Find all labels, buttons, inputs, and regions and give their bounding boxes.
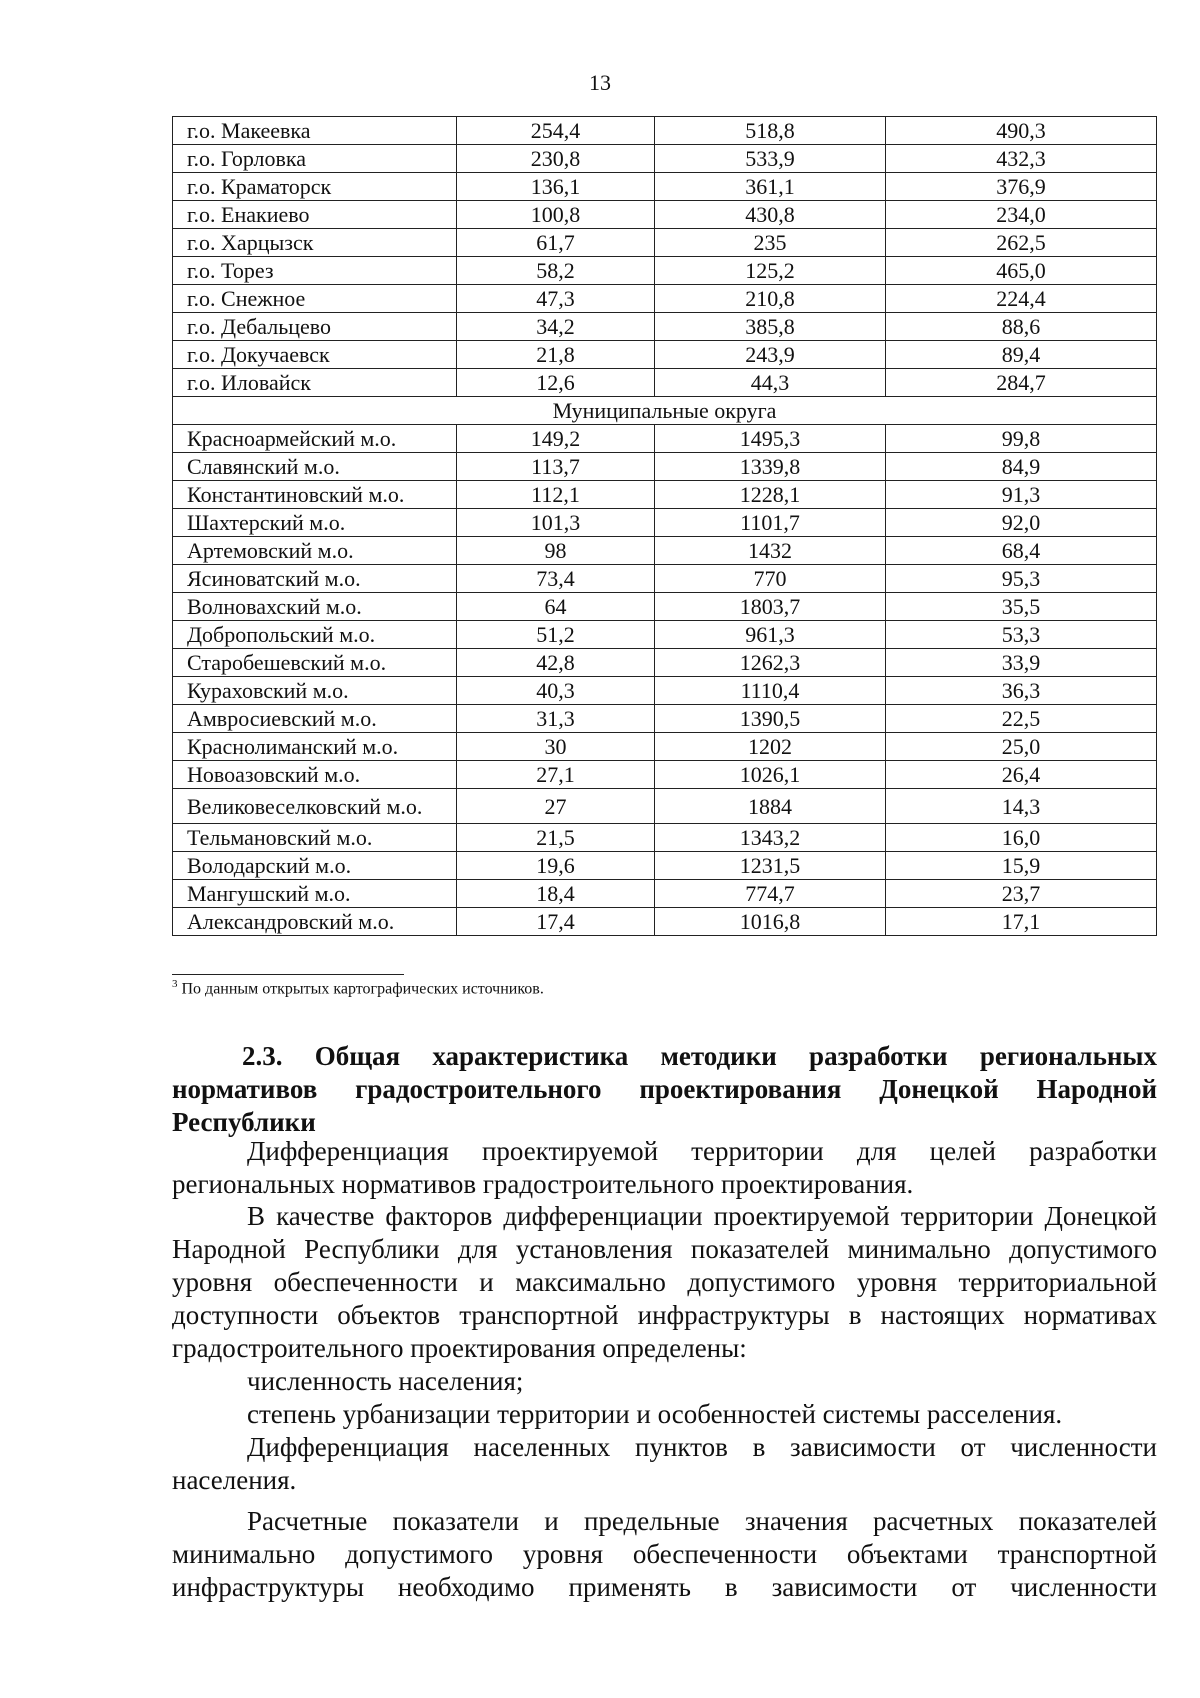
value-3-cell: 23,7 <box>886 880 1157 908</box>
table-row <box>173 733 1157 761</box>
value-3-cell: 432,3 <box>886 145 1157 173</box>
value-3-cell: 36,3 <box>886 677 1157 705</box>
value-2-cell: 1262,3 <box>655 649 886 677</box>
list-item-text: численность населения; <box>247 1366 524 1396</box>
value-2-cell: 1228,1 <box>655 481 886 509</box>
value-1-cell: 21,8 <box>457 341 655 369</box>
row-name-cell: г.о. Горловка <box>173 145 457 173</box>
footnote <box>172 978 544 998</box>
row-name-cell: Великовеселковский м.о. <box>173 789 457 824</box>
section-row <box>173 397 1157 425</box>
row-name-cell: Александровский м.о. <box>173 908 457 936</box>
value-3-cell: 234,0 <box>886 201 1157 229</box>
paragraph <box>172 1505 1157 1604</box>
value-1-cell: 98 <box>457 537 655 565</box>
table-row <box>173 565 1157 593</box>
page-number: 13 <box>589 70 611 95</box>
value-1-cell: 42,8 <box>457 649 655 677</box>
table-row <box>173 145 1157 173</box>
table-row <box>173 649 1157 677</box>
value-2-cell: 961,3 <box>655 621 886 649</box>
value-3-cell: 224,4 <box>886 285 1157 313</box>
paragraph-text: Дифференциация населенных пунктов в зависимости от численности населения. <box>172 1432 1157 1495</box>
value-2-cell: 1016,8 <box>655 908 886 936</box>
value-3-cell: 25,0 <box>886 733 1157 761</box>
row-name-cell: г.о. Иловайск <box>173 369 457 397</box>
value-3-cell: 284,7 <box>886 369 1157 397</box>
value-1-cell: 51,2 <box>457 621 655 649</box>
row-name-cell: Старобешевский м.о. <box>173 649 457 677</box>
table-row <box>173 509 1157 537</box>
table-row <box>173 257 1157 285</box>
row-name-cell: г.о. Енакиево <box>173 201 457 229</box>
row-name-cell: Шахтерский м.о. <box>173 509 457 537</box>
paragraph-text: В качестве факторов дифференциации проектируемой территории Донецкой Народной Республики для установления показателей минимально допустимого уровня обеспеченности и максимально допустимого уровня территориальной доступности объектов транспортной инфраструктуры в настоящих нормативах градостроительного проектирования определены: <box>172 1201 1157 1363</box>
row-name-cell: г.о. Макеевка <box>173 117 457 145</box>
table-row <box>173 908 1157 936</box>
value-3-cell: 91,3 <box>886 481 1157 509</box>
table-row <box>173 173 1157 201</box>
value-3-cell: 15,9 <box>886 852 1157 880</box>
value-2-cell: 1101,7 <box>655 509 886 537</box>
row-name-cell: Артемовский м.о. <box>173 537 457 565</box>
table-row <box>173 341 1157 369</box>
row-name-cell: г.о. Докучаевск <box>173 341 457 369</box>
table-row <box>173 201 1157 229</box>
value-3-cell: 17,1 <box>886 908 1157 936</box>
value-1-cell: 27,1 <box>457 761 655 789</box>
row-name-cell: Мангушский м.о. <box>173 880 457 908</box>
footnote-marker: 3 <box>172 978 178 990</box>
value-3-cell: 88,6 <box>886 313 1157 341</box>
value-1-cell: 101,3 <box>457 509 655 537</box>
value-1-cell: 31,3 <box>457 705 655 733</box>
paragraph-text: Расчетные показатели и предельные значения расчетных показателей минимально допустимого уровня обеспеченности объектами транспортной инфраструктуры необходимо применять в зависимости от численности <box>172 1506 1157 1602</box>
value-3-cell: 376,9 <box>886 173 1157 201</box>
table-row <box>173 705 1157 733</box>
value-2-cell: 1803,7 <box>655 593 886 621</box>
value-3-cell: 99,8 <box>886 425 1157 453</box>
value-2-cell: 44,3 <box>655 369 886 397</box>
value-3-cell: 92,0 <box>886 509 1157 537</box>
value-1-cell: 47,3 <box>457 285 655 313</box>
value-3-cell: 490,3 <box>886 117 1157 145</box>
row-name-cell: г.о. Харцызск <box>173 229 457 257</box>
table-row <box>173 621 1157 649</box>
table-row <box>173 880 1157 908</box>
paragraph <box>172 1431 1157 1497</box>
row-name-cell: Краснолиманский м.о. <box>173 733 457 761</box>
value-2-cell: 518,8 <box>655 117 886 145</box>
section-heading: 2.3. Общая характеристика методики разработки региональных нормативов градостроительного проектирования Донецкой Народной Республики <box>172 1041 1157 1137</box>
value-1-cell: 17,4 <box>457 908 655 936</box>
value-2-cell: 361,1 <box>655 173 886 201</box>
value-1-cell: 21,5 <box>457 824 655 852</box>
value-2-cell: 430,8 <box>655 201 886 229</box>
row-name-cell: Ясиноватский м.о. <box>173 565 457 593</box>
row-name-cell: Добропольский м.о. <box>173 621 457 649</box>
row-name-cell: Волновахский м.о. <box>173 593 457 621</box>
value-1-cell: 149,2 <box>457 425 655 453</box>
list-item-text: степень урбанизации территории и особенностей системы расселения. <box>247 1399 1063 1429</box>
value-1-cell: 19,6 <box>457 852 655 880</box>
value-2-cell: 385,8 <box>655 313 886 341</box>
table-row <box>173 789 1157 824</box>
footnote-divider <box>172 974 404 975</box>
row-name-cell: Тельмановский м.о. <box>173 824 457 852</box>
value-1-cell: 254,4 <box>457 117 655 145</box>
list-item <box>172 1398 1157 1431</box>
row-name-cell: Володарский м.о. <box>173 852 457 880</box>
table-row <box>173 117 1157 145</box>
row-name-cell: г.о. Дебальцево <box>173 313 457 341</box>
table-row <box>173 824 1157 852</box>
list-item <box>172 1365 1157 1398</box>
value-1-cell: 136,1 <box>457 173 655 201</box>
value-2-cell: 243,9 <box>655 341 886 369</box>
row-name-cell: г.о. Торез <box>173 257 457 285</box>
value-1-cell: 230,8 <box>457 145 655 173</box>
table-row <box>173 313 1157 341</box>
value-2-cell: 210,8 <box>655 285 886 313</box>
value-2-cell: 235 <box>655 229 886 257</box>
value-2-cell: 1110,4 <box>655 677 886 705</box>
value-1-cell: 113,7 <box>457 453 655 481</box>
value-1-cell: 18,4 <box>457 880 655 908</box>
row-name-cell: Новоазовский м.о. <box>173 761 457 789</box>
paragraph <box>172 1135 1157 1201</box>
value-2-cell: 1026,1 <box>655 761 886 789</box>
value-2-cell: 1339,8 <box>655 453 886 481</box>
section-title: Муниципальные округа <box>173 397 1157 425</box>
value-1-cell: 30 <box>457 733 655 761</box>
paragraph <box>172 1200 1157 1365</box>
value-2-cell: 774,7 <box>655 880 886 908</box>
value-2-cell: 770 <box>655 565 886 593</box>
table-row <box>173 677 1157 705</box>
value-2-cell: 1202 <box>655 733 886 761</box>
table-row <box>173 761 1157 789</box>
table-row <box>173 453 1157 481</box>
footnote-text: По данным открытых картографических источников. <box>177 980 544 998</box>
table-row <box>173 229 1157 257</box>
value-2-cell: 1343,2 <box>655 824 886 852</box>
row-name-cell: Красноармейский м.о. <box>173 425 457 453</box>
value-1-cell: 12,6 <box>457 369 655 397</box>
value-3-cell: 26,4 <box>886 761 1157 789</box>
row-name-cell: Славянский м.о. <box>173 453 457 481</box>
row-name-cell: г.о. Краматорск <box>173 173 457 201</box>
value-3-cell: 22,5 <box>886 705 1157 733</box>
value-3-cell: 84,9 <box>886 453 1157 481</box>
statistics-table-body <box>173 117 1157 936</box>
row-name-cell: Амвросиевский м.о. <box>173 705 457 733</box>
value-2-cell: 1432 <box>655 537 886 565</box>
value-2-cell: 1884 <box>655 789 886 824</box>
value-3-cell: 465,0 <box>886 257 1157 285</box>
value-2-cell: 533,9 <box>655 145 886 173</box>
value-1-cell: 34,2 <box>457 313 655 341</box>
value-3-cell: 68,4 <box>886 537 1157 565</box>
table-row <box>173 285 1157 313</box>
table-row <box>173 852 1157 880</box>
row-name-cell: Кураховский м.о. <box>173 677 457 705</box>
value-1-cell: 73,4 <box>457 565 655 593</box>
statistics-table <box>172 116 1157 936</box>
table-row <box>173 593 1157 621</box>
value-1-cell: 58,2 <box>457 257 655 285</box>
value-3-cell: 16,0 <box>886 824 1157 852</box>
value-2-cell: 125,2 <box>655 257 886 285</box>
table-row <box>173 369 1157 397</box>
value-3-cell: 35,5 <box>886 593 1157 621</box>
value-1-cell: 61,7 <box>457 229 655 257</box>
value-2-cell: 1495,3 <box>655 425 886 453</box>
value-1-cell: 27 <box>457 789 655 824</box>
paragraph-text: Дифференциация проектируемой территории для целей разработки региональных нормативов градостроительного проектирования. <box>172 1136 1157 1199</box>
value-2-cell: 1390,5 <box>655 705 886 733</box>
value-1-cell: 40,3 <box>457 677 655 705</box>
table-row <box>173 481 1157 509</box>
value-2-cell: 1231,5 <box>655 852 886 880</box>
value-1-cell: 64 <box>457 593 655 621</box>
value-3-cell: 14,3 <box>886 789 1157 824</box>
value-3-cell: 33,9 <box>886 649 1157 677</box>
value-3-cell: 89,4 <box>886 341 1157 369</box>
row-name-cell: Константиновский м.о. <box>173 481 457 509</box>
value-3-cell: 53,3 <box>886 621 1157 649</box>
value-1-cell: 112,1 <box>457 481 655 509</box>
value-3-cell: 95,3 <box>886 565 1157 593</box>
row-name-cell: г.о. Снежное <box>173 285 457 313</box>
value-1-cell: 100,8 <box>457 201 655 229</box>
value-3-cell: 262,5 <box>886 229 1157 257</box>
table-row <box>173 425 1157 453</box>
table-row <box>173 537 1157 565</box>
